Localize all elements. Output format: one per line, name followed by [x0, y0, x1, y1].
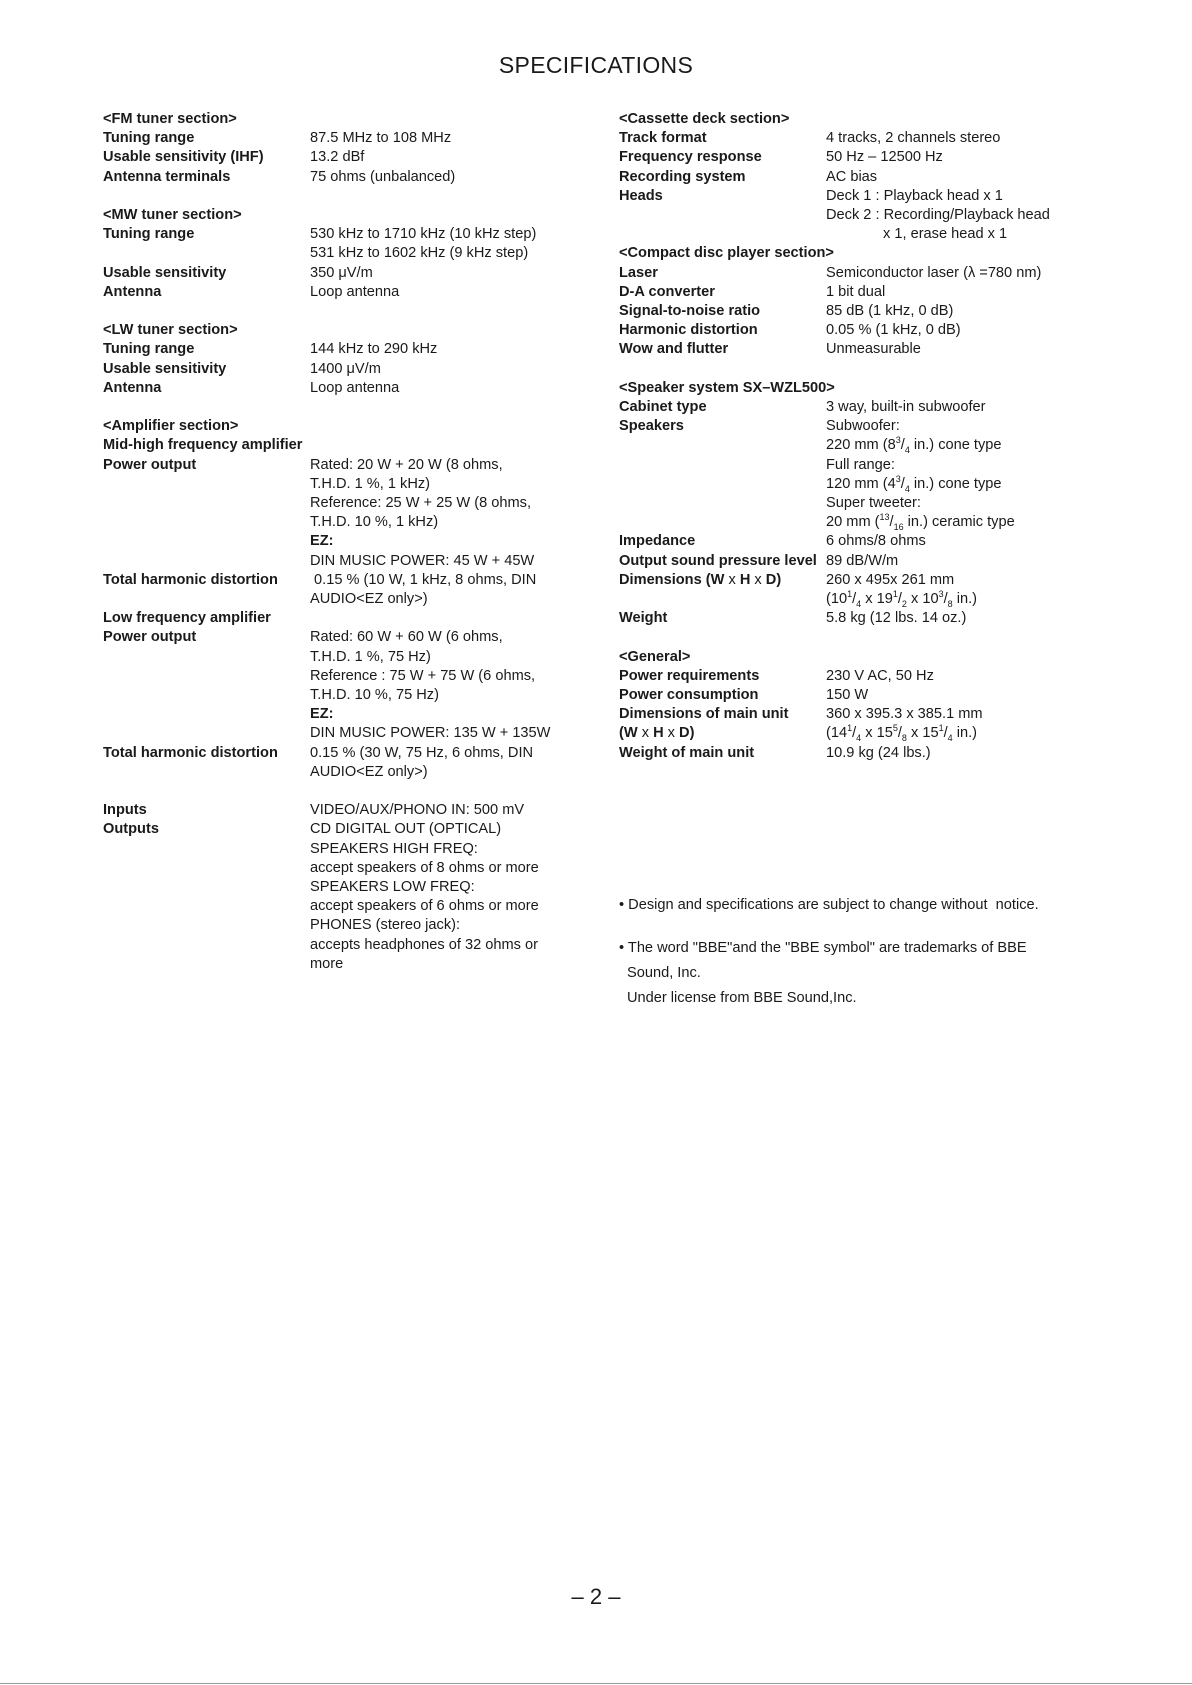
spec-row [619, 264, 1079, 283]
spec-value: 4 tracks, 2 channels stereo [826, 130, 1001, 147]
right-column [619, 110, 1079, 763]
left-column [103, 110, 573, 974]
cassette-section-header: <Cassette deck section> [619, 111, 790, 127]
spec-label: Inputs [103, 802, 147, 819]
spec-value: Deck 2 : Recording/Playback head [826, 207, 1050, 224]
lw-section-header: <LW tuner section> [103, 322, 238, 339]
ez-label: EZ: [310, 533, 334, 550]
spec-value: 150 W [826, 687, 869, 704]
spec-value: PHONES (stereo jack): [310, 917, 461, 934]
spec-label: Weight of main unit [619, 744, 755, 761]
spec-value: 75 ohms (unbalanced) [310, 168, 456, 185]
spec-value: 220 mm ($8^3/_4$ in.) cone type [826, 435, 1002, 456]
bottom-divider [0, 1683, 1192, 1684]
spec-value: accept speakers of 8 ohms or more [310, 859, 539, 876]
spec-value: 0.15 % (10 W, 1 kHz, 8 ohms, DIN [310, 571, 537, 588]
spec-value: Reference: 25 W + 25 W (8 ohms, [310, 495, 532, 512]
spec-value: 1 bit dual [826, 283, 886, 300]
spec-value: 531 kHz to 1602 kHz (9 kHz step) [310, 245, 529, 262]
spec-row [103, 360, 573, 379]
spec-value: 144 kHz to 290 kHz [310, 341, 438, 358]
spec-value: 350 μV/m [310, 264, 373, 281]
spec-value: Semiconductor laser (λ =780 nm) [826, 264, 1042, 281]
spec-label: Power output [103, 456, 197, 473]
spec-label: Power consumption [619, 687, 759, 704]
spec-value: DIN MUSIC POWER: 45 W + 45W [310, 552, 535, 569]
spec-label: Total harmonic distortion [103, 744, 278, 761]
spec-row [619, 283, 1079, 302]
page-number: – 2 – [571, 1584, 621, 1609]
spec-value: 0.15 % (30 W, 75 Hz, 6 ohms, DIN [310, 744, 534, 761]
spec-label: Dimensions (W x H x D) [619, 571, 782, 588]
spec-row [103, 340, 573, 359]
spec-label: (W x H x D) [619, 725, 695, 742]
spec-label: Antenna terminals [103, 168, 231, 185]
spec-value: DIN MUSIC POWER: 135 W + 135W [310, 725, 551, 742]
spec-row [103, 820, 573, 839]
spec-label: Output sound pressure level [619, 552, 817, 569]
spec-value: 20 mm ($^{13}/_{16}$ in.) ceramic type [826, 512, 1015, 533]
subsection-label: Low frequency amplifier [103, 610, 271, 627]
spec-label: Cabinet type [619, 399, 707, 416]
spec-value: Loop antenna [310, 283, 400, 300]
note-text: • The word "BBE"and the "BBE symbol" are trademarks of BBE [619, 940, 1027, 956]
spec-row [619, 187, 1079, 206]
spec-label: Recording system [619, 168, 746, 185]
spec-value: Super tweeter: [826, 495, 921, 512]
spec-label: Outputs [103, 821, 159, 838]
spec-value: T.H.D. 1 %, 75 Hz) [310, 648, 431, 665]
spec-label: Signal-to-noise ratio [619, 303, 761, 320]
spec-value: Unmeasurable [826, 341, 921, 358]
spec-row [619, 532, 1079, 551]
spec-value: Full range: [826, 456, 895, 473]
cd-section-header: <Compact disc player section> [619, 245, 834, 262]
spec-label: Harmonic distortion [619, 322, 758, 339]
spec-value: Loop antenna [310, 379, 400, 396]
spec-value: Subwoofer: [826, 418, 900, 435]
spec-value: Reference : 75 W + 75 W (6 ohms, [310, 667, 536, 684]
spec-row [103, 283, 573, 302]
spec-value: Deck 1 : Playback head x 1 [826, 187, 1003, 204]
spec-row [103, 379, 573, 398]
spec-label: Weight [619, 610, 668, 627]
spec-value: Rated: 20 W + 20 W (8 ohms, [310, 456, 503, 473]
spec-value: 87.5 MHz to 108 MHz [310, 130, 452, 147]
spec-value: 5.8 kg (12 lbs. 14 oz.) [826, 610, 967, 627]
spec-row [103, 168, 573, 187]
spec-value: SPEAKERS HIGH FREQ: [310, 840, 478, 857]
spec-value: 1400 μV/m [310, 360, 381, 377]
spec-label: Power output [103, 629, 197, 646]
spec-label: Tuning range [103, 226, 195, 243]
spec-value: 260 x 495x 261 mm [826, 571, 955, 588]
spec-label: Power requirements [619, 667, 760, 684]
spec-row [619, 302, 1079, 321]
spec-row [619, 705, 1079, 724]
spec-value: ($14^1/_4$ x $15^5/_8$ x $15^1/_4$ in.) [826, 723, 977, 744]
notes [619, 893, 1079, 1029]
spec-label: Heads [619, 187, 663, 204]
spec-label: Total harmonic distortion [103, 571, 278, 588]
spec-row [619, 686, 1079, 705]
spec-row [103, 244, 573, 263]
fm-section-header: <FM tuner section> [103, 111, 237, 127]
spec-value: CD DIGITAL OUT (OPTICAL) [310, 821, 502, 838]
spec-value: 120 mm ($4^3/_4$ in.) cone type [826, 473, 1002, 494]
spec-row [619, 321, 1079, 340]
spec-row [619, 417, 1079, 436]
amplifier-section-header: <Amplifier section> [103, 418, 239, 435]
spec-value: T.H.D. 10 %, 1 kHz) [310, 514, 439, 531]
spec-value: 3 way, built-in subwoofer [826, 399, 986, 416]
spec-label: Track format [619, 130, 707, 147]
spec-row [619, 571, 1079, 590]
spec-label: D-A converter [619, 283, 715, 300]
spec-label: Antenna [103, 379, 162, 396]
spec-row [619, 148, 1079, 167]
spec-value: 360 x 395.3 x 385.1 mm [826, 706, 983, 723]
spec-value: 230 V AC, 50 Hz [826, 667, 934, 684]
spec-row [619, 398, 1079, 417]
spec-label: Usable sensitivity [103, 360, 227, 377]
spec-value: VIDEO/AUX/PHONO IN: 500 mV [310, 802, 525, 819]
spec-value: 50 Hz – 12500 Hz [826, 149, 943, 166]
spec-value: x 1, erase head x 1 [883, 226, 1008, 243]
spec-row [619, 744, 1079, 763]
spec-row [103, 571, 573, 590]
speaker-section-header: <Speaker system SX–WZL500> [619, 379, 835, 396]
spec-value: 13.2 dBf [310, 149, 365, 166]
spec-row [103, 801, 573, 820]
spec-value: T.H.D. 1 %, 1 kHz) [310, 475, 431, 492]
spec-label: Impedance [619, 533, 696, 550]
spec-row [619, 552, 1079, 571]
spec-value: Rated: 60 W + 60 W (6 ohms, [310, 629, 503, 646]
note-text: Under license from BBE Sound,Inc. [627, 990, 857, 1006]
spec-label: Antenna [103, 283, 162, 300]
spec-value: 89 dB/W/m [826, 552, 899, 569]
mw-section-header: <MW tuner section> [103, 207, 242, 223]
spec-row [103, 456, 573, 475]
spec-value: AUDIO<EZ only>) [310, 591, 428, 608]
spec-row [103, 628, 573, 647]
spec-value: SPEAKERS LOW FREQ: [310, 879, 475, 896]
spec-row [619, 168, 1079, 187]
spec-row [103, 264, 573, 283]
spec-value: T.H.D. 10 %, 75 Hz) [310, 687, 439, 704]
spec-value: 0.05 % (1 kHz, 0 dB) [826, 322, 961, 339]
note-text: • Design and specifications are subject to change without notice. [619, 897, 1039, 913]
subsection-label: Mid-high frequency amplifier [103, 437, 303, 454]
spec-label: Wow and flutter [619, 341, 729, 358]
spec-value: 85 dB (1 kHz, 0 dB) [826, 303, 954, 320]
spec-value: ($10^1/_4$ x $19^1/_2$ x $10^3/_8$ in.) [826, 589, 977, 609]
spec-value: 530 kHz to 1710 kHz (10 kHz step) [310, 226, 537, 243]
page-title: SPECIFICATIONS [498, 52, 694, 78]
spec-value: accepts headphones of 32 ohms or [310, 936, 538, 953]
spec-label: Tuning range [103, 130, 195, 147]
note-text: Sound, Inc. [627, 965, 701, 981]
spec-value: AUDIO<EZ only>) [310, 763, 428, 780]
spec-label: Usable sensitivity (IHF) [103, 149, 264, 166]
note-trademark [619, 936, 1079, 1011]
spec-row [103, 744, 573, 763]
spec-label: Frequency response [619, 149, 762, 166]
spec-row [103, 148, 573, 167]
spec-value: 6 ohms/8 ohms [826, 533, 926, 550]
spec-row [103, 129, 573, 148]
spec-label: Laser [619, 264, 658, 281]
spec-row [619, 129, 1079, 148]
general-section-header: <General> [619, 648, 691, 665]
spec-row [619, 609, 1079, 628]
spec-row [103, 225, 573, 244]
spec-row [619, 340, 1079, 359]
spec-label: Dimensions of main unit [619, 706, 789, 723]
spec-row [619, 667, 1079, 686]
spec-value: accept speakers of 6 ohms or more [310, 898, 539, 915]
note-design-change [619, 893, 1079, 918]
spec-value: AC bias [826, 168, 878, 185]
spec-value: 10.9 kg (24 lbs.) [826, 744, 931, 761]
spec-label: Tuning range [103, 341, 195, 358]
spec-label: Usable sensitivity [103, 264, 227, 281]
ez-label: EZ: [310, 706, 334, 723]
spec-value: more [310, 955, 344, 972]
spec-label: Speakers [619, 418, 684, 435]
